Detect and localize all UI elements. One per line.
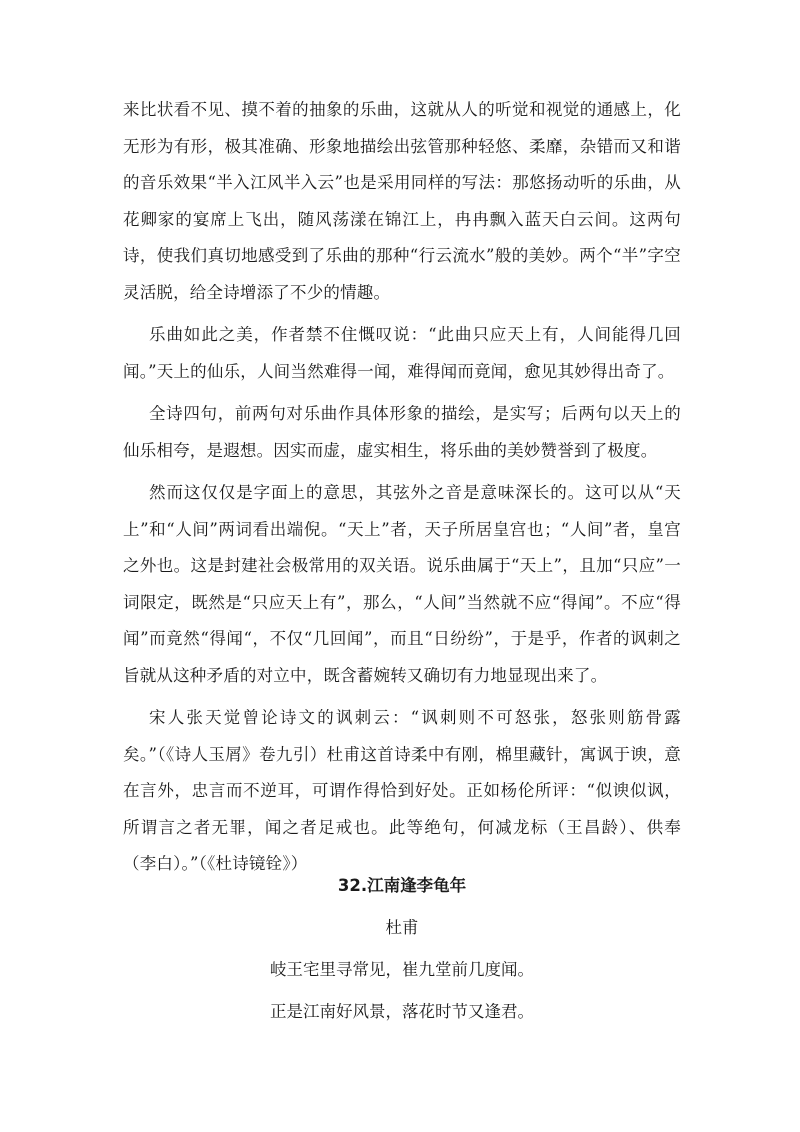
paragraph-5: 宋人张天觉曾论诗文的讽刺云：“讽刺则不可怒张，怒张则筋骨露矣。”（《诗人玉屑》卷九引）杜甫这首诗柔中有刚，棉里藏针，寓讽于谀，意在言外，忠言而不逆耳，可谓作得恰到好处。正如杨伦所评：“似谀似讽，所谓言之者无罪，闻之者足戒也。此等绝句，何减龙标（王昌龄）、供奉（李白）。”（《杜诗镜铨》） — [123, 708, 681, 873]
poem-line-1: 岐王宅里寻常见，崔九堂前几度闻。 — [270, 960, 534, 979]
poem-author: 杜甫 — [385, 918, 419, 937]
commentary-text — [123, 92, 681, 889]
paragraph-3: 全诗四句，前两句对乐曲作具体形象的描绘，是实写；后两句以天上的仙乐相夸，是遐想。因实而虚，虚实相生，将乐曲的美妙赞誉到了极度。 — [123, 404, 681, 460]
poem-line-2: 正是江南好风景，落花时节又逢君。 — [270, 1002, 534, 1021]
paragraph-4: 然而这仅仅是字面上的意思，其弦外之音是意味深长的。这可以从“天上”和“人间”两词看出端倪。“天上”者，天子所居皇宫也；“人间”者，皇宫之外也。这是封建社会极常用的双关语。说乐曲属于“天上”，且加“只应”一词限定，既然是“只应天上有”，那么，“人间”当然就不应“得闻”。不应“得闻”而竟然“得闻“，不仅“几回闻”，而且“日纷纷”，于是乎，作者的讽刺之旨就从这种矛盾的对立中，既含蓄婉转又确切有力地显现出来了。 — [123, 483, 681, 685]
paragraph-2: 乐曲如此之美，作者禁不住慨叹说：“此曲只应天上有，人间能得几回闻。”天上的仙乐，人间当然难得一闻，难得闻而竟闻，愈见其妙得出奇了。 — [123, 325, 681, 381]
poem-section — [123, 868, 681, 1036]
poem-title: 32.江南逢李龟年 — [337, 876, 467, 895]
paragraph-1: 来比状看不见、摸不着的抽象的乐曲，这就从人的听觉和视觉的通感上，化无形为有形，极其准确、形象地描绘出弦管那种轻悠、柔靡，杂错而又和谐的音乐效果“半入江风半入云”也是采用同样的写法：那悠扬动听的乐曲，从花卿家的宴席上飞出，随风荡漾在锦江上，冉冉飘入蓝天白云间。这两句诗，使我们真切地感受到了乐曲的那种“行云流水”般的美妙。两个“半”字空灵活脱，给全诗增添了不少的情趣。 — [123, 100, 681, 302]
